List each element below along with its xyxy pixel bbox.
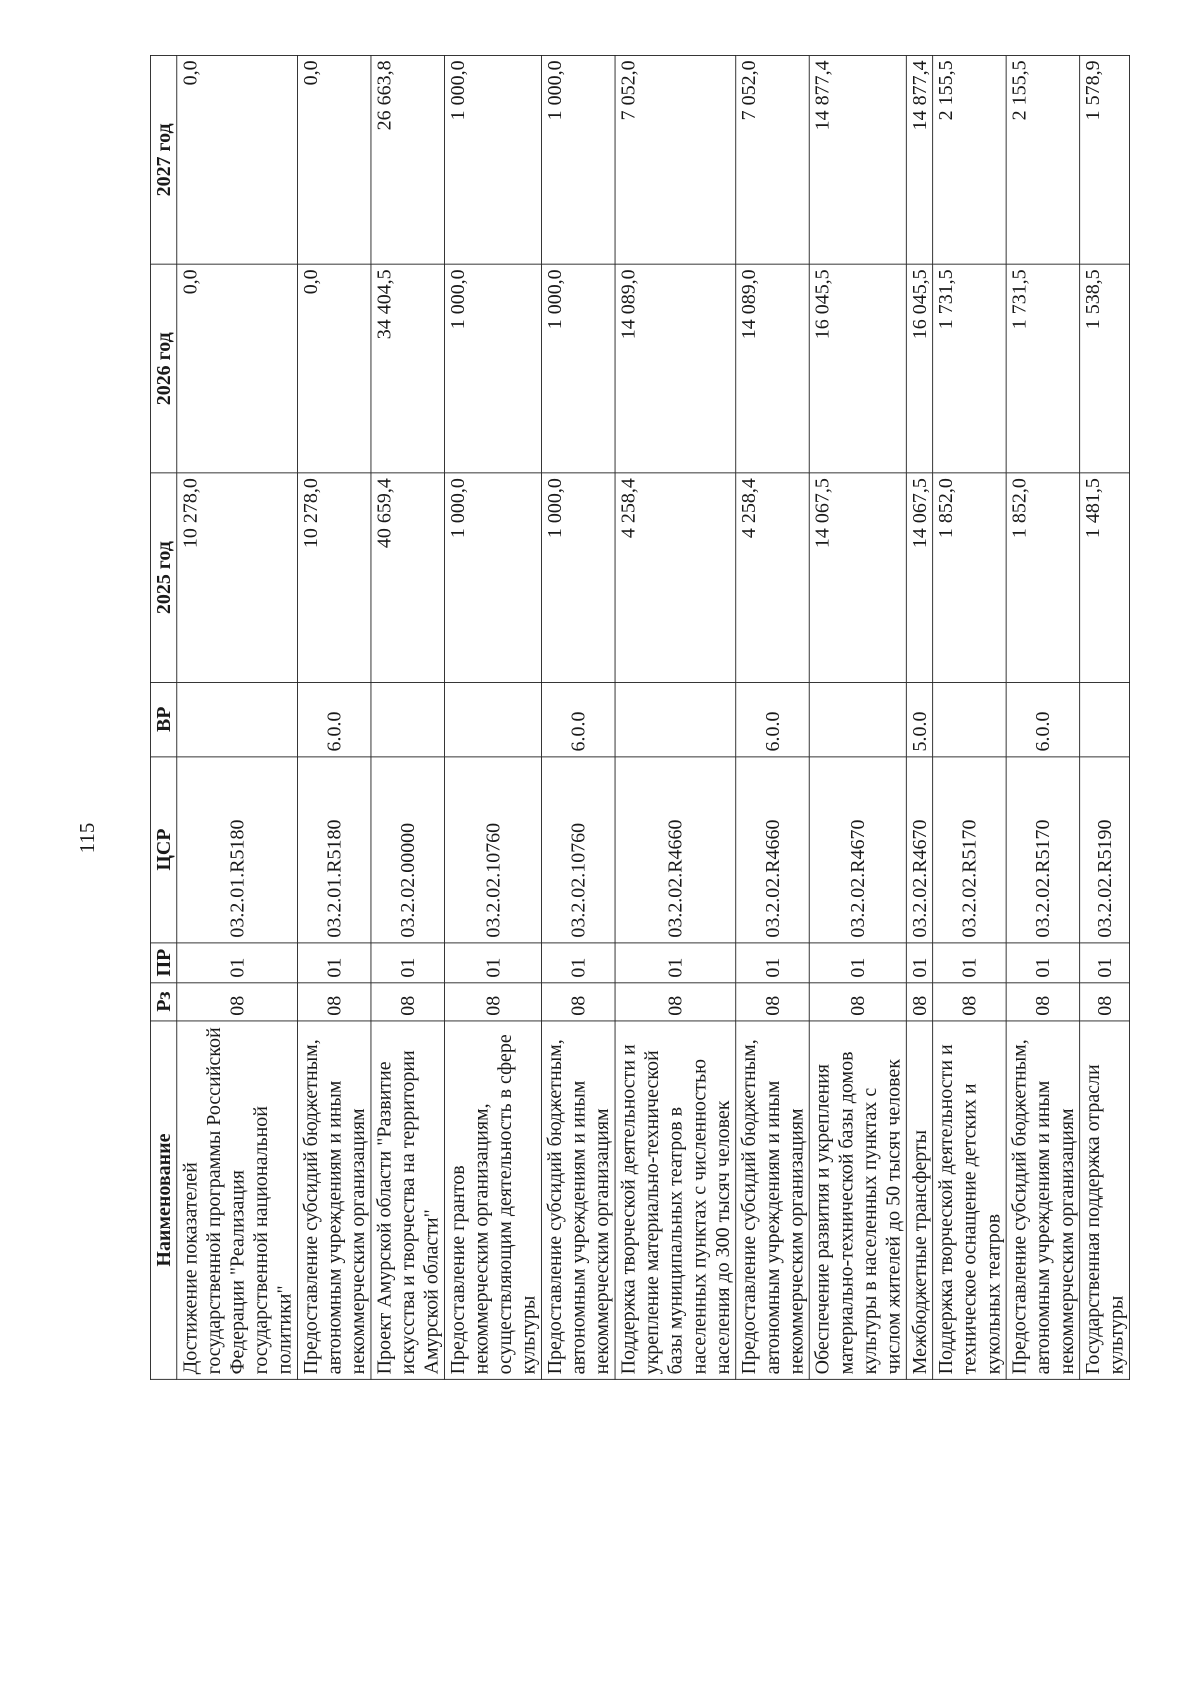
cell-csr: 03.2.02.R4660 — [736, 756, 810, 942]
cell-vr — [177, 682, 298, 756]
cell-2026: 1 731,5 — [1006, 264, 1080, 473]
cell-pr: 01 — [1006, 943, 1080, 983]
cell-name: Предоставление субсидий бюджетным, автономным учреждениям и иным некоммерческим организациям — [542, 1021, 616, 1380]
cell-vr: 6.0.0 — [542, 682, 616, 756]
cell-2025: 40 659,4 — [371, 473, 445, 682]
cell-2026: 0,0 — [177, 264, 298, 473]
cell-name: Государственная поддержка отрасли культуры — [1080, 1021, 1130, 1380]
cell-2025: 10 278,0 — [297, 473, 371, 682]
cell-vr — [933, 682, 1007, 756]
cell-pr: 01 — [736, 943, 810, 983]
cell-rz: 08 — [1006, 983, 1080, 1021]
cell-2026: 16 045,5 — [809, 264, 906, 473]
table-row — [615, 55, 736, 1379]
table-row — [736, 55, 810, 1379]
cell-pr: 01 — [297, 943, 371, 983]
cell-vr — [809, 682, 906, 756]
cell-2027: 1 000,0 — [444, 55, 541, 264]
cell-2027: 26 663,8 — [371, 55, 445, 264]
cell-2025: 4 258,4 — [736, 473, 810, 682]
cell-2026: 1 538,5 — [1080, 264, 1130, 473]
cell-csr: 03.2.02.10760 — [542, 756, 616, 942]
cell-csr: 03.2.01.R5180 — [297, 756, 371, 942]
table-row — [1080, 55, 1130, 1379]
cell-2027: 14 877,4 — [809, 55, 906, 264]
table-body — [177, 55, 1130, 1379]
table-container — [150, 55, 1200, 1375]
cell-csr: 03.2.02.R5170 — [933, 756, 1007, 942]
cell-2025: 1 852,0 — [1006, 473, 1080, 682]
budget-table — [150, 55, 1130, 1380]
header-2027: 2027 год — [150, 55, 176, 264]
cell-2027: 2 155,5 — [933, 55, 1007, 264]
cell-csr: 03.2.02.R4670 — [906, 756, 932, 942]
cell-2026: 1 000,0 — [542, 264, 616, 473]
cell-2026: 14 089,0 — [736, 264, 810, 473]
cell-2027: 7 052,0 — [615, 55, 736, 264]
cell-2026: 1 000,0 — [444, 264, 541, 473]
cell-vr: 6.0.0 — [297, 682, 371, 756]
header-2026: 2026 год — [150, 264, 176, 473]
cell-pr: 01 — [371, 943, 445, 983]
cell-name: Поддержка творческой деятельности и техническое оснащение детских и кукольных театров — [933, 1021, 1007, 1380]
table-row — [177, 55, 298, 1379]
header-name: Наименование — [150, 1021, 176, 1380]
table-row — [906, 55, 932, 1379]
cell-2025: 14 067,5 — [809, 473, 906, 682]
table-row — [933, 55, 1007, 1379]
cell-name: Обеспечение развития и укрепления материально-технической базы домов культуры в населенных пунктах с числом жителей до 50 тысяч человек — [809, 1021, 906, 1380]
cell-pr: 01 — [177, 943, 298, 983]
cell-2025: 4 258,4 — [615, 473, 736, 682]
cell-pr: 01 — [542, 943, 616, 983]
table-row — [809, 55, 906, 1379]
cell-2027: 14 877,4 — [906, 55, 932, 264]
cell-vr — [444, 682, 541, 756]
cell-rz: 08 — [736, 983, 810, 1021]
cell-2025: 10 278,0 — [177, 473, 298, 682]
cell-rz: 08 — [371, 983, 445, 1021]
cell-2025: 1 000,0 — [444, 473, 541, 682]
cell-2026: 34 404,5 — [371, 264, 445, 473]
cell-vr: 5.0.0 — [906, 682, 932, 756]
header-csr: ЦСР — [150, 756, 176, 942]
cell-csr: 03.2.02.00000 — [371, 756, 445, 942]
cell-rz: 08 — [444, 983, 541, 1021]
cell-rz: 08 — [906, 983, 932, 1021]
cell-rz: 08 — [933, 983, 1007, 1021]
header-pr: ПР — [150, 943, 176, 983]
cell-2027: 2 155,5 — [1006, 55, 1080, 264]
cell-vr: 6.0.0 — [736, 682, 810, 756]
table-row — [1006, 55, 1080, 1379]
cell-rz: 08 — [1080, 983, 1130, 1021]
cell-csr: 03.2.02.R5190 — [1080, 756, 1130, 942]
cell-pr: 01 — [444, 943, 541, 983]
cell-rz: 08 — [297, 983, 371, 1021]
cell-rz: 08 — [809, 983, 906, 1021]
cell-pr: 01 — [1080, 943, 1130, 983]
cell-rz: 08 — [615, 983, 736, 1021]
cell-2025: 1 481,5 — [1080, 473, 1130, 682]
cell-pr: 01 — [615, 943, 736, 983]
table-header-row — [150, 55, 176, 1379]
cell-2026: 0,0 — [297, 264, 371, 473]
header-2025: 2025 год — [150, 473, 176, 682]
cell-name: Предоставление субсидий бюджетным, автономным учреждениям и иным некоммерческим организациям — [1006, 1021, 1080, 1380]
cell-rz: 08 — [542, 983, 616, 1021]
page-number: 115 — [75, 822, 99, 854]
cell-name: Достижение показателей государственной программы Российской Федерации "Реализация государственной национальной политики" — [177, 1021, 298, 1380]
cell-vr — [615, 682, 736, 756]
cell-name: Предоставление субсидий бюджетным, автономным учреждениям и иным некоммерческим организациям — [297, 1021, 371, 1380]
cell-vr — [371, 682, 445, 756]
cell-csr: 03.2.02.R4670 — [809, 756, 906, 942]
cell-csr: 03.2.02.R5170 — [1006, 756, 1080, 942]
header-rz: Рз — [150, 983, 176, 1021]
cell-vr: 6.0.0 — [1006, 682, 1080, 756]
table-row — [297, 55, 371, 1379]
cell-name: Поддержка творческой деятельности и укрепление материально-технической базы муниципальных театров в населенных пунктах с численностью населения до 300 тысяч человек — [615, 1021, 736, 1380]
cell-rz: 08 — [177, 983, 298, 1021]
cell-2025: 14 067,5 — [906, 473, 932, 682]
header-vr: ВР — [150, 682, 176, 756]
cell-2025: 1 852,0 — [933, 473, 1007, 682]
cell-name: Предоставление субсидий бюджетным, автономным учреждениям и иным некоммерческим организациям — [736, 1021, 810, 1380]
cell-2027: 7 052,0 — [736, 55, 810, 264]
cell-pr: 01 — [809, 943, 906, 983]
cell-2026: 1 731,5 — [933, 264, 1007, 473]
cell-2026: 16 045,5 — [906, 264, 932, 473]
table-row — [371, 55, 445, 1379]
cell-csr: 03.2.02.R4660 — [615, 756, 736, 942]
cell-name: Проект Амурской области "Развитие искусства и творчества на территории Амурской области" — [371, 1021, 445, 1380]
table-row — [444, 55, 541, 1379]
cell-2027: 0,0 — [177, 55, 298, 264]
cell-csr: 03.2.02.10760 — [444, 756, 541, 942]
cell-pr: 01 — [906, 943, 932, 983]
cell-2026: 14 089,0 — [615, 264, 736, 473]
table-row — [542, 55, 616, 1379]
cell-pr: 01 — [933, 943, 1007, 983]
cell-2027: 0,0 — [297, 55, 371, 264]
cell-name: Межбюджетные трансферты — [906, 1021, 932, 1380]
cell-2027: 1 000,0 — [542, 55, 616, 264]
cell-2027: 1 578,9 — [1080, 55, 1130, 264]
cell-2025: 1 000,0 — [542, 473, 616, 682]
cell-name: Предоставление грантов некоммерческим организациям, осуществляющим деятельность в сфере культуры — [444, 1021, 541, 1380]
cell-csr: 03.2.01.R5180 — [177, 756, 298, 942]
cell-vr — [1080, 682, 1130, 756]
